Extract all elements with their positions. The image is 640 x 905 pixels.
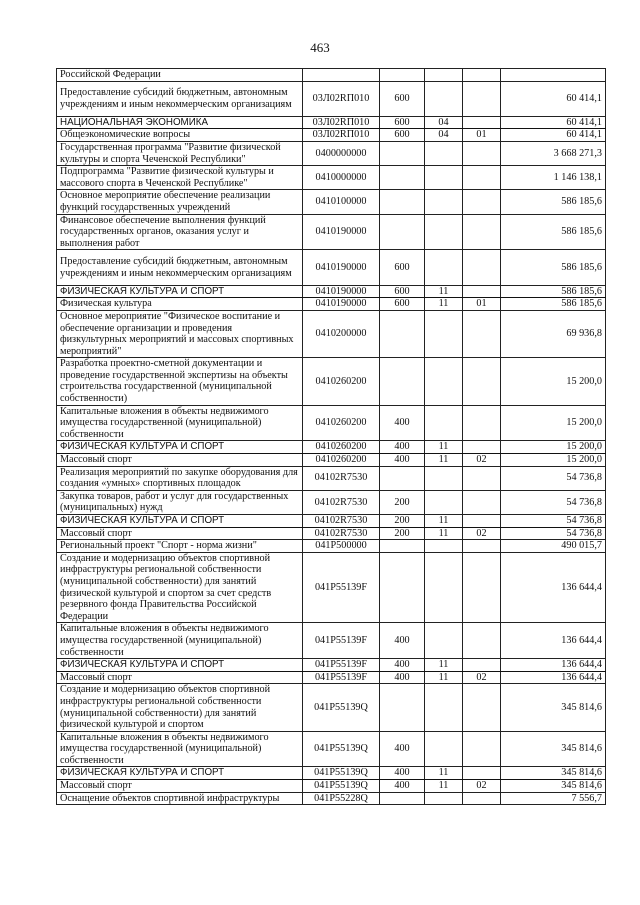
subsection-cell <box>463 142 501 166</box>
subsection-cell <box>463 540 501 553</box>
subsection-cell <box>463 285 501 298</box>
target-code-cell: 03Л02RП010 <box>303 81 380 116</box>
expense-type-cell: 600 <box>380 116 425 129</box>
expense-type-cell: 200 <box>380 527 425 540</box>
section-cell: 04 <box>425 129 463 142</box>
amount-cell: 136 644,4 <box>501 671 606 684</box>
section-cell <box>425 466 463 490</box>
section-cell <box>425 552 463 623</box>
row-name-cell: Капитальные вложения в объекты недвижимого имущества государственной (муниципальной) собственности <box>57 731 303 767</box>
expense-type-cell: 400 <box>380 731 425 767</box>
row-name-cell: Массовый спорт <box>57 527 303 540</box>
section-cell <box>425 684 463 731</box>
section-cell: 11 <box>425 527 463 540</box>
amount-cell: 54 736,8 <box>501 527 606 540</box>
expense-type-cell <box>380 69 425 82</box>
table-row <box>57 731 606 767</box>
subsection-cell <box>463 659 501 672</box>
section-cell: 11 <box>425 515 463 528</box>
row-name-cell: Общеэкономические вопросы <box>57 129 303 142</box>
amount-cell: 15 200,0 <box>501 405 606 441</box>
subsection-cell: 01 <box>463 298 501 311</box>
amount-cell: 60 414,1 <box>501 81 606 116</box>
row-name-cell: Основное мероприятие обеспечение реализации функций государственных учреждений <box>57 190 303 214</box>
section-cell <box>425 69 463 82</box>
table-row <box>57 81 606 116</box>
subsection-cell <box>463 767 501 780</box>
subsection-cell: 02 <box>463 780 501 793</box>
amount-cell: 345 814,6 <box>501 780 606 793</box>
table-row <box>57 190 606 214</box>
expense-type-cell <box>380 166 425 190</box>
subsection-cell <box>463 405 501 441</box>
target-code-cell: 0410190000 <box>303 285 380 298</box>
table-row <box>57 166 606 190</box>
section-cell <box>425 623 463 659</box>
amount-cell: 15 200,0 <box>501 358 606 405</box>
section-cell <box>425 250 463 285</box>
target-code-cell: 041P55139F <box>303 659 380 672</box>
subsection-cell <box>463 81 501 116</box>
target-code-cell: 041P55139Q <box>303 780 380 793</box>
row-name-cell: Предоставление субсидий бюджетным, автономным учреждениям и иным некоммерческим организациям <box>57 250 303 285</box>
subsection-cell <box>463 190 501 214</box>
target-code-cell: 041P55228Q <box>303 792 380 805</box>
amount-cell: 136 644,4 <box>501 552 606 623</box>
row-name-cell: Массовый спорт <box>57 454 303 467</box>
amount-cell: 69 936,8 <box>501 310 606 357</box>
amount-cell: 345 814,6 <box>501 731 606 767</box>
row-name-cell: ФИЗИЧЕСКАЯ КУЛЬТУРА И СПОРТ <box>57 767 303 780</box>
target-code-cell: 04102R7530 <box>303 527 380 540</box>
target-code-cell: 03Л02RП010 <box>303 116 380 129</box>
amount-cell: 15 200,0 <box>501 454 606 467</box>
expense-type-cell <box>380 684 425 731</box>
amount-cell: 136 644,4 <box>501 659 606 672</box>
table-row <box>57 405 606 441</box>
expense-type-cell <box>380 190 425 214</box>
expense-type-cell <box>380 142 425 166</box>
subsection-cell <box>463 310 501 357</box>
subsection-cell: 02 <box>463 454 501 467</box>
target-code-cell: 0410260200 <box>303 454 380 467</box>
table-row <box>57 515 606 528</box>
target-code-cell <box>303 69 380 82</box>
expense-type-cell: 600 <box>380 129 425 142</box>
budget-table-body <box>57 69 606 805</box>
expense-type-cell <box>380 552 425 623</box>
expense-type-cell <box>380 792 425 805</box>
table-row <box>57 490 606 514</box>
target-code-cell: 0410100000 <box>303 190 380 214</box>
table-row <box>57 659 606 672</box>
amount-cell: 345 814,6 <box>501 684 606 731</box>
section-cell: 11 <box>425 454 463 467</box>
table-row <box>57 214 606 250</box>
expense-type-cell: 400 <box>380 767 425 780</box>
target-code-cell: 041P55139F <box>303 671 380 684</box>
subsection-cell <box>463 684 501 731</box>
amount-cell: 7 556,7 <box>501 792 606 805</box>
target-code-cell: 0410190000 <box>303 298 380 311</box>
amount-cell: 54 736,8 <box>501 490 606 514</box>
target-code-cell: 0410260200 <box>303 441 380 454</box>
table-row <box>57 441 606 454</box>
expense-type-cell: 600 <box>380 285 425 298</box>
amount-cell: 3 668 271,3 <box>501 142 606 166</box>
row-name-cell: Подпрограмма "Развитие физической культуры и массового спорта в Чеченской Республике" <box>57 166 303 190</box>
subsection-cell <box>463 466 501 490</box>
section-cell <box>425 190 463 214</box>
subsection-cell <box>463 623 501 659</box>
table-row <box>57 69 606 82</box>
expense-type-cell: 200 <box>380 515 425 528</box>
table-row <box>57 671 606 684</box>
table-row <box>57 250 606 285</box>
amount-cell: 1 146 138,1 <box>501 166 606 190</box>
budget-table <box>56 68 606 805</box>
table-row <box>57 129 606 142</box>
row-name-cell: Финансовое обеспечение выполнения функций государственных органов, оказания услуг и выполнения работ <box>57 214 303 250</box>
row-name-cell: Реализация мероприятий по закупке оборудования для создания «умных» спортивных площадок <box>57 466 303 490</box>
section-cell <box>425 731 463 767</box>
amount-cell: 54 736,8 <box>501 515 606 528</box>
table-row <box>57 623 606 659</box>
row-name-cell: Оснащение объектов спортивной инфраструктуры <box>57 792 303 805</box>
amount-cell: 54 736,8 <box>501 466 606 490</box>
subsection-cell <box>463 116 501 129</box>
section-cell <box>425 81 463 116</box>
target-code-cell: 04102R7530 <box>303 466 380 490</box>
section-cell <box>425 540 463 553</box>
subsection-cell <box>463 166 501 190</box>
expense-type-cell: 200 <box>380 490 425 514</box>
target-code-cell: 041P500000 <box>303 540 380 553</box>
table-row <box>57 540 606 553</box>
amount-cell: 345 814,6 <box>501 767 606 780</box>
subsection-cell <box>463 441 501 454</box>
section-cell <box>425 792 463 805</box>
row-name-cell: Массовый спорт <box>57 780 303 793</box>
table-row <box>57 684 606 731</box>
section-cell <box>425 490 463 514</box>
row-name-cell: Разработка проектно-сметной документации и проведение государственной экспертизы на объекты строительства государственной (муниципальной собственности) <box>57 358 303 405</box>
expense-type-cell: 600 <box>380 298 425 311</box>
table-row <box>57 358 606 405</box>
target-code-cell: 03Л02RП010 <box>303 129 380 142</box>
amount-cell: 586 185,6 <box>501 214 606 250</box>
amount-cell: 586 185,6 <box>501 285 606 298</box>
subsection-cell: 01 <box>463 129 501 142</box>
amount-cell: 60 414,1 <box>501 129 606 142</box>
expense-type-cell <box>380 540 425 553</box>
table-row <box>57 285 606 298</box>
subsection-cell <box>463 69 501 82</box>
row-name-cell: Государственная программа "Развитие физической культуры и спорта Чеченской Республики" <box>57 142 303 166</box>
expense-type-cell: 400 <box>380 671 425 684</box>
section-cell: 11 <box>425 671 463 684</box>
section-cell <box>425 310 463 357</box>
target-code-cell: 0400000000 <box>303 142 380 166</box>
expense-type-cell: 400 <box>380 780 425 793</box>
row-name-cell: ФИЗИЧЕСКАЯ КУЛЬТУРА И СПОРТ <box>57 659 303 672</box>
expense-type-cell: 400 <box>380 659 425 672</box>
row-name-cell: Основное мероприятие "Физическое воспитание и обеспечение организации и проведения физкультурных мероприятий и массовых спортивных мероприятий" <box>57 310 303 357</box>
target-code-cell: 04102R7530 <box>303 515 380 528</box>
subsection-cell <box>463 490 501 514</box>
row-name-cell: ФИЗИЧЕСКАЯ КУЛЬТУРА И СПОРТ <box>57 441 303 454</box>
row-name-cell: Закупка товаров, работ и услуг для государственных (муниципальных) нужд <box>57 490 303 514</box>
row-name-cell: Региональный проект "Спорт - норма жизни" <box>57 540 303 553</box>
row-name-cell: Предоставление субсидий бюджетным, автономным учреждениям и иным некоммерческим организациям <box>57 81 303 116</box>
subsection-cell <box>463 214 501 250</box>
table-row <box>57 466 606 490</box>
expense-type-cell <box>380 310 425 357</box>
section-cell <box>425 405 463 441</box>
expense-type-cell: 400 <box>380 454 425 467</box>
section-cell <box>425 142 463 166</box>
expense-type-cell: 400 <box>380 405 425 441</box>
target-code-cell: 0410260200 <box>303 405 380 441</box>
section-cell: 11 <box>425 298 463 311</box>
section-cell <box>425 358 463 405</box>
subsection-cell <box>463 358 501 405</box>
row-name-cell: Капитальные вложения в объекты недвижимого имущества государственной (муниципальной) собственности <box>57 405 303 441</box>
target-code-cell: 0410260200 <box>303 358 380 405</box>
section-cell: 04 <box>425 116 463 129</box>
target-code-cell: 0410190000 <box>303 250 380 285</box>
amount-cell: 136 644,4 <box>501 623 606 659</box>
table-row <box>57 552 606 623</box>
row-name-cell: Физическая культура <box>57 298 303 311</box>
amount-cell <box>501 69 606 82</box>
row-name-cell: Создание и модернизацию объектов спортивной инфраструктуры региональной собственности (муниципальной собственности) для занятий физической культурой и спортом <box>57 684 303 731</box>
table-row <box>57 780 606 793</box>
row-name-cell: Массовый спорт <box>57 671 303 684</box>
table-row <box>57 142 606 166</box>
target-code-cell: 041P55139Q <box>303 767 380 780</box>
section-cell: 11 <box>425 441 463 454</box>
row-name-cell: Российской Федерации <box>57 69 303 82</box>
target-code-cell: 04102R7530 <box>303 490 380 514</box>
row-name-cell: Создание и модернизацию объектов спортивной инфраструктуры региональной собственности (муниципальной собственности) для занятий физической культурой и спортом за счет средств резервного фонда Правительства Российской Федерации <box>57 552 303 623</box>
table-row <box>57 792 606 805</box>
target-code-cell: 041P55139Q <box>303 684 380 731</box>
section-cell: 11 <box>425 767 463 780</box>
table-row <box>57 454 606 467</box>
expense-type-cell <box>380 214 425 250</box>
section-cell <box>425 166 463 190</box>
expense-type-cell: 400 <box>380 441 425 454</box>
expense-type-cell <box>380 358 425 405</box>
subsection-cell <box>463 731 501 767</box>
expense-type-cell <box>380 466 425 490</box>
amount-cell: 15 200,0 <box>501 441 606 454</box>
amount-cell: 586 185,6 <box>501 250 606 285</box>
section-cell <box>425 214 463 250</box>
target-code-cell: 0410200000 <box>303 310 380 357</box>
section-cell: 11 <box>425 659 463 672</box>
amount-cell: 60 414,1 <box>501 116 606 129</box>
table-row <box>57 298 606 311</box>
subsection-cell <box>463 515 501 528</box>
subsection-cell <box>463 792 501 805</box>
section-cell: 11 <box>425 285 463 298</box>
subsection-cell: 02 <box>463 671 501 684</box>
row-name-cell: ФИЗИЧЕСКАЯ КУЛЬТУРА И СПОРТ <box>57 515 303 528</box>
expense-type-cell: 400 <box>380 623 425 659</box>
target-code-cell: 0410000000 <box>303 166 380 190</box>
row-name-cell: Капитальные вложения в объекты недвижимого имущества государственной (муниципальной) собственности <box>57 623 303 659</box>
target-code-cell: 041P55139F <box>303 552 380 623</box>
target-code-cell: 041P55139F <box>303 623 380 659</box>
table-row <box>57 527 606 540</box>
expense-type-cell: 600 <box>380 250 425 285</box>
subsection-cell: 02 <box>463 527 501 540</box>
section-cell: 11 <box>425 780 463 793</box>
subsection-cell <box>463 552 501 623</box>
amount-cell: 490 015,7 <box>501 540 606 553</box>
target-code-cell: 041P55139Q <box>303 731 380 767</box>
amount-cell: 586 185,6 <box>501 190 606 214</box>
subsection-cell <box>463 250 501 285</box>
table-row <box>57 310 606 357</box>
table-row <box>57 116 606 129</box>
table-row <box>57 767 606 780</box>
expense-type-cell: 600 <box>380 81 425 116</box>
amount-cell: 586 185,6 <box>501 298 606 311</box>
target-code-cell: 0410190000 <box>303 214 380 250</box>
row-name-cell: ФИЗИЧЕСКАЯ КУЛЬТУРА И СПОРТ <box>57 285 303 298</box>
page-number: 463 <box>310 40 330 55</box>
row-name-cell: НАЦИОНАЛЬНАЯ ЭКОНОМИКА <box>57 116 303 129</box>
